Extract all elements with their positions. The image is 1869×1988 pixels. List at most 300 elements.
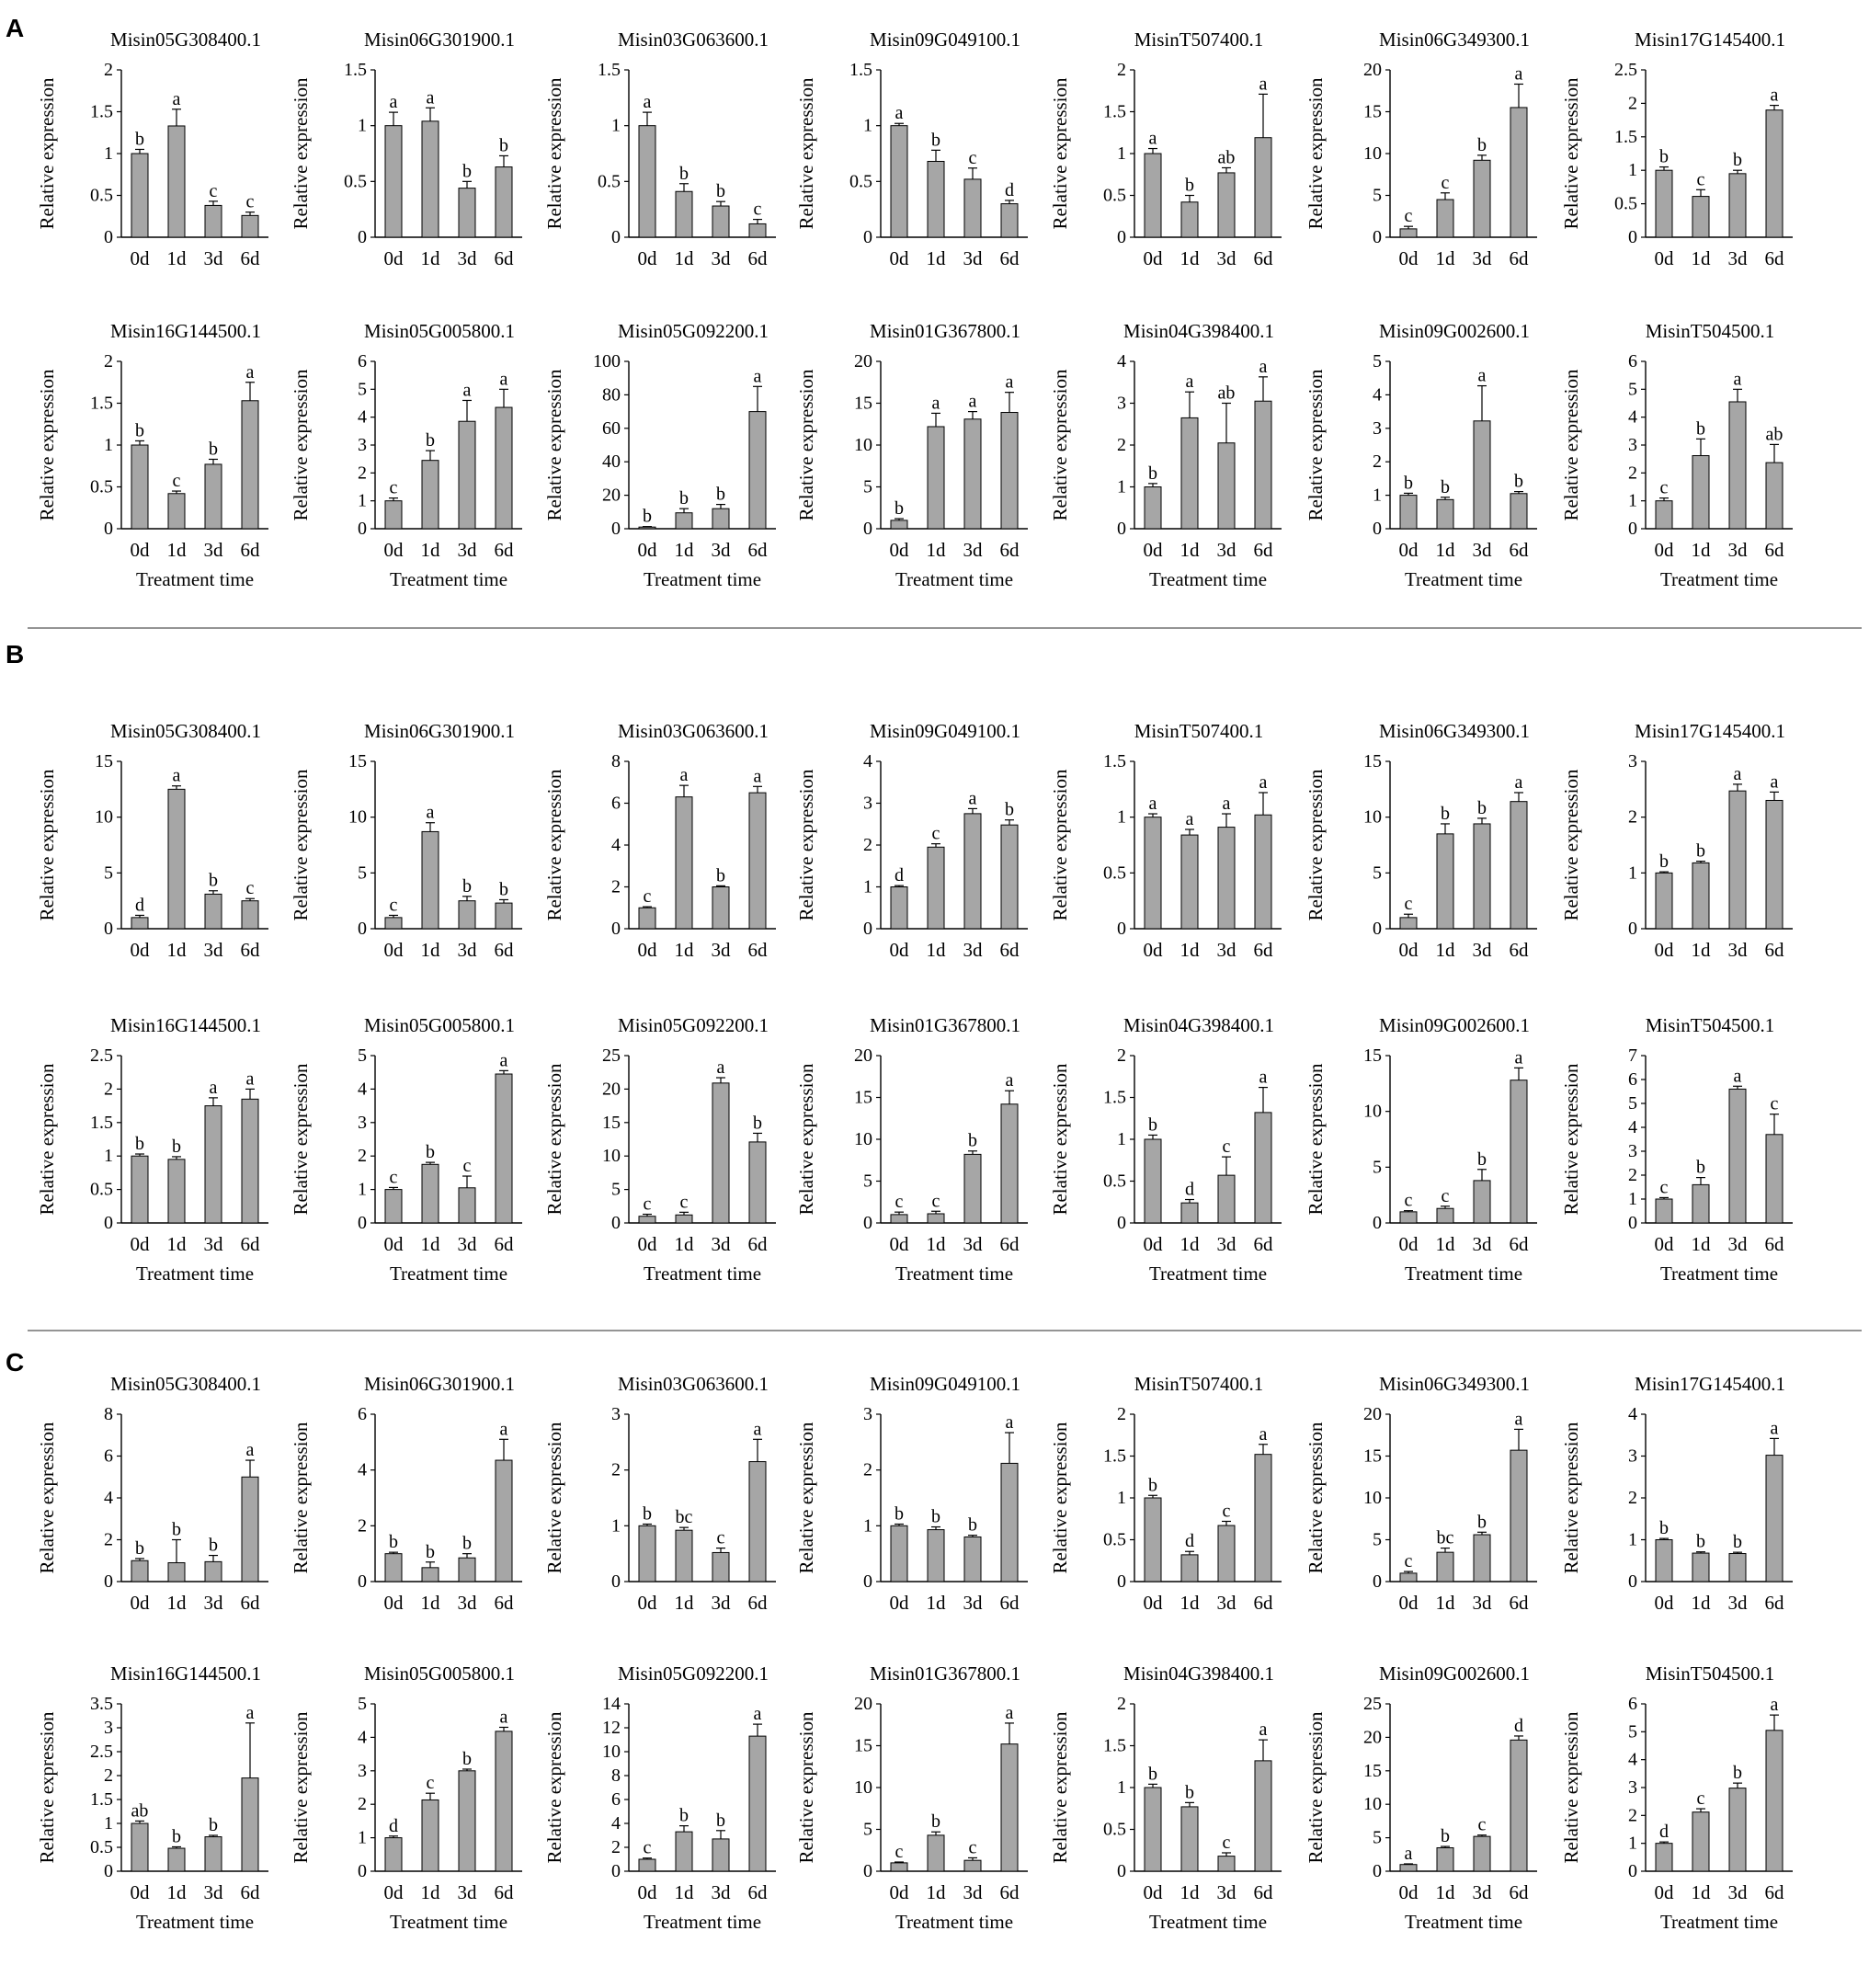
bar [168,1848,185,1871]
y-axis-label: Relative expression [1305,369,1327,521]
y-axis-label: Relative expression [543,769,565,921]
significance-letter: b [895,1503,904,1525]
x-tick-label: 6d [747,1592,768,1614]
bar [1766,1731,1783,1871]
y-tick-label: 15 [854,393,872,414]
significance-letter: a [679,765,689,786]
significance-letter: a [1259,771,1268,793]
x-tick-label: 6d [240,1233,260,1255]
y-axis-label: Relative expression [1049,369,1071,521]
x-tick-label: 0d [1654,939,1674,961]
y-tick-label: 1 [1628,160,1637,181]
significance-letter: a [1222,794,1231,815]
y-tick-label: 1.5 [90,393,113,414]
bar [459,901,475,929]
x-tick-label: 0d [1654,1881,1674,1903]
bar [1656,501,1672,529]
significance-letter: b [1148,1764,1157,1785]
y-tick-label: 1 [1117,143,1126,164]
bar [168,1563,185,1582]
chart-title: Misin17G145400.1 [1635,29,1785,51]
significance-letter: c [1222,1501,1231,1522]
bar [1181,1807,1198,1871]
x-tick-label: 0d [1398,1592,1419,1614]
significance-letter: a [1770,1695,1779,1716]
bar [385,1190,402,1223]
bar [131,445,148,529]
chart-title: Misin06G349300.1 [1379,1373,1530,1395]
y-tick-label: 1 [104,1146,113,1167]
x-axis-label: Treatment time [1148,568,1268,590]
y-tick-label: 1 [863,876,872,897]
y-tick-label: 40 [602,451,621,473]
x-tick-label: 6d [494,1233,514,1255]
x-tick-label: 3d [963,247,983,269]
x-tick-label: 1d [420,1592,440,1614]
x-tick-label: 3d [711,1233,731,1255]
bar [1766,800,1783,929]
y-tick-label: 100 [593,351,621,371]
y-tick-label: 14 [602,1694,621,1714]
bar [1437,200,1453,237]
significance-letter: d [389,1815,398,1836]
x-tick-label: 1d [674,1233,694,1255]
y-tick-label: 2 [358,1794,367,1815]
bar [1145,154,1161,237]
significance-letter: d [1659,1822,1669,1843]
bar [712,887,729,930]
y-tick-label: 20 [1363,60,1382,80]
x-tick-label: 1d [1691,539,1711,561]
significance-letter: a [1770,85,1779,106]
x-tick-label: 1d [674,939,694,961]
significance-letter: b [1696,418,1705,440]
y-tick-label: 2.5 [1614,60,1637,80]
y-tick-label: 0 [863,1571,872,1592]
x-tick-label: 6d [240,1881,260,1903]
bar-chart [290,1662,522,1933]
y-tick-label: 5 [863,476,872,497]
y-tick-label: 2 [863,835,872,855]
x-tick-label: 1d [1435,1592,1455,1614]
y-tick-label: 4 [104,1488,113,1508]
y-tick-label: 2 [1628,1488,1637,1508]
x-tick-label: 1d [926,1233,946,1255]
bar [1510,1080,1527,1223]
y-tick-label: 5 [104,863,113,884]
x-axis-label: Treatment time [1404,1911,1523,1933]
bar [639,1525,655,1582]
significance-letter: b [1441,1826,1450,1847]
bar [712,508,729,529]
significance-letter: a [1514,771,1523,793]
significance-letter: b [968,1514,977,1536]
significance-letter: a [245,1440,255,1461]
y-axis-label: Relative expression [1305,769,1327,921]
significance-letter: a [245,361,255,383]
x-tick-label: 3d [963,1881,983,1903]
significance-letter: a [499,1707,508,1728]
bar [639,908,655,929]
y-tick-label: 0 [104,1861,113,1881]
bar-chart [543,29,776,269]
y-tick-label: 5 [611,1179,621,1200]
significance-letter: a [753,1419,762,1440]
bar-chart [1305,720,1537,961]
y-tick-label: 2 [104,351,113,371]
x-tick-label: 3d [1727,939,1748,961]
significance-letter: b [1659,146,1669,167]
significance-letter: a [1259,1067,1268,1088]
bar [1474,421,1490,529]
significance-letter: c [895,1841,904,1862]
x-tick-label: 6d [747,939,768,961]
bar [964,1860,981,1871]
significance-letter: d [1005,179,1014,200]
x-tick-label: 0d [1398,539,1419,561]
chart-title: Misin17G145400.1 [1635,1373,1785,1395]
panel-letter: B [6,640,25,668]
bar [1474,160,1490,237]
x-tick-label: 6d [240,939,260,961]
y-tick-label: 1.5 [1103,101,1126,122]
bar [1255,1113,1271,1223]
y-tick-label: 1.5 [1103,751,1126,771]
y-tick-label: 1 [1628,1529,1637,1550]
bar [964,1537,981,1582]
bar [1474,824,1490,929]
significance-letter: b [1404,473,1413,494]
chart-title: Misin17G145400.1 [1635,720,1785,742]
y-tick-label: 2 [1628,1165,1637,1185]
x-tick-label: 0d [383,1881,404,1903]
x-tick-label: 6d [1253,1592,1273,1614]
significance-letter: b [1733,150,1742,171]
bar [639,126,655,237]
significance-letter: b [209,870,218,891]
y-tick-label: 4 [1628,406,1637,428]
bar [1656,1540,1672,1582]
bar [928,161,944,237]
bar [131,1156,148,1223]
significance-letter: a [462,380,472,401]
y-tick-label: 1 [611,115,621,136]
x-tick-label: 0d [889,1592,909,1614]
bar [422,121,439,237]
bar-chart [1560,320,1793,590]
bar [1656,1844,1672,1871]
y-tick-label: 5 [358,863,367,884]
significance-letter: a [245,1068,255,1090]
x-axis-label: Treatment time [135,1911,255,1933]
significance-letter: a [895,103,904,124]
bar [1001,825,1018,929]
bar [1692,1553,1709,1582]
significance-letter: b [1733,1532,1742,1553]
y-tick-label: 80 [602,384,621,406]
bar [749,1462,766,1582]
significance-letter: a [1148,128,1157,149]
y-tick-label: 2 [611,876,621,897]
significance-letter: b [1185,1782,1194,1803]
significance-letter: b [1733,1763,1742,1784]
x-tick-label: 0d [1143,539,1163,561]
significance-letter: c [389,477,398,498]
significance-letter: b [1148,463,1157,484]
bar [1400,918,1417,929]
chart-title: Misin09G002600.1 [1379,1014,1530,1036]
y-tick-label: 3 [611,1404,621,1424]
x-tick-label: 6d [240,1592,260,1614]
bar [1729,1554,1746,1582]
x-tick-label: 0d [637,1881,657,1903]
bar [1400,496,1417,529]
bar [385,1554,402,1582]
chart-title: Misin01G367800.1 [870,1014,1020,1036]
x-tick-label: 6d [999,1881,1020,1903]
bar [168,1160,185,1223]
y-tick-label: 60 [602,417,621,439]
y-tick-label: 1 [863,115,872,136]
y-tick-label: 2 [1373,451,1382,473]
y-tick-label: 2 [104,1765,113,1786]
y-tick-label: 1.5 [1103,1087,1126,1108]
x-tick-label: 3d [1472,1592,1492,1614]
x-tick-label: 1d [674,1881,694,1903]
y-axis-label: Relative expression [290,769,312,921]
y-tick-label: 0 [1117,519,1126,539]
bar [242,215,258,237]
bar [205,205,222,237]
bar-chart [795,720,1028,961]
y-tick-label: 2 [1117,1694,1126,1714]
x-tick-label: 1d [166,539,187,561]
bar [205,1106,222,1223]
x-tick-label: 6d [747,1233,768,1255]
y-tick-label: 20 [602,1079,621,1100]
bar [676,191,692,237]
x-tick-label: 1d [1691,939,1711,961]
x-tick-label: 6d [999,539,1020,561]
y-axis-label: Relative expression [1305,1422,1327,1574]
y-axis-label: Relative expression [290,77,312,230]
bar [1692,1184,1709,1223]
bar [1656,873,1672,929]
y-tick-label: 15 [1363,1445,1382,1467]
x-tick-label: 1d [420,1881,440,1903]
x-tick-label: 3d [1216,247,1237,269]
y-tick-label: 10 [1363,1101,1382,1122]
x-tick-label: 1d [1691,1233,1711,1255]
significance-letter: b [426,1541,435,1562]
x-tick-label: 6d [1253,539,1273,561]
x-tick-label: 1d [926,939,946,961]
y-tick-label: 5 [358,1045,367,1066]
y-tick-label: 0 [1117,1213,1126,1233]
x-tick-label: 6d [747,539,768,561]
bar [639,1217,655,1223]
bar-chart [290,720,522,961]
significance-letter: c [679,1192,689,1213]
significance-letter: b [135,1537,144,1559]
significance-letter: b [1514,471,1523,492]
y-tick-label: 0 [1628,1571,1637,1592]
y-tick-label: 2 [1628,463,1637,484]
y-tick-label: 10 [854,1777,872,1798]
bar [1001,1104,1018,1223]
chart-title: Misin09G049100.1 [870,720,1020,742]
chart-title: Misin06G301900.1 [364,29,515,51]
bar [749,793,766,929]
y-axis-label: Relative expression [36,1422,58,1574]
y-tick-label: 1.5 [90,101,113,122]
y-tick-label: 3 [863,1404,872,1424]
y-tick-label: 10 [1363,806,1382,828]
y-axis-label: Relative expression [1560,369,1582,521]
bar-chart [1560,720,1793,961]
bar-chart [795,1014,1028,1285]
bar [422,461,439,529]
y-tick-label: 1.5 [1614,126,1637,147]
y-axis-label: Relative expression [36,1711,58,1864]
chart-title: Misin04G398400.1 [1123,1014,1274,1036]
significance-letter: a [172,765,181,786]
bar [891,1215,907,1223]
x-tick-label: 0d [1398,1233,1419,1255]
bar [749,1142,766,1223]
significance-letter: c [1404,1190,1413,1211]
significance-letter: b [135,129,144,150]
y-tick-label: 15 [95,751,113,771]
y-axis-label: Relative expression [36,77,58,230]
x-tick-label: 1d [1435,939,1455,961]
x-tick-label: 3d [203,1592,223,1614]
y-tick-label: 0.5 [1103,1529,1126,1550]
bar [891,126,907,237]
significance-letter: ab [1217,147,1236,168]
bar [496,167,512,237]
significance-letter: b [462,1748,472,1769]
bar [242,1099,258,1223]
x-tick-label: 0d [637,539,657,561]
bar [1181,417,1198,529]
y-tick-label: 5 [1373,185,1382,206]
x-tick-label: 6d [999,247,1020,269]
x-tick-label: 6d [1509,1592,1529,1614]
x-axis-label: Treatment time [643,1911,762,1933]
bar [1218,1525,1235,1582]
bar [639,527,655,529]
x-tick-label: 1d [674,539,694,561]
bar [1474,1181,1490,1223]
bar [496,1731,512,1871]
significance-letter: c [1404,894,1413,915]
significance-letter: c [1441,1185,1450,1206]
x-axis-label: Treatment time [1148,1911,1268,1933]
y-tick-label: 2 [104,60,113,80]
chart-title: Misin05G308400.1 [110,1373,261,1395]
x-axis-label: Treatment time [389,568,508,590]
significance-letter: b [499,135,508,156]
significance-letter: a [1514,1047,1523,1068]
y-axis-label: Relative expression [795,369,817,521]
bar [242,1477,258,1582]
y-tick-label: 5 [1628,1721,1637,1742]
y-tick-label: 10 [348,806,367,828]
bar [1437,1208,1453,1223]
y-tick-label: 4 [1628,1749,1637,1770]
y-tick-label: 1 [104,435,113,455]
x-tick-label: 6d [1764,1233,1784,1255]
significance-letter: b [1477,797,1487,818]
y-tick-label: 0 [863,519,872,539]
bar [749,223,766,237]
panel-a [6,14,1793,590]
x-tick-label: 6d [494,1592,514,1614]
y-tick-label: 3 [1628,1777,1637,1798]
bar [131,154,148,237]
bar [385,918,402,929]
bar-chart [1049,720,1282,961]
panel-b [6,640,1793,1285]
y-tick-label: 15 [602,1112,621,1133]
significance-letter: b [1441,476,1450,497]
bar [496,903,512,929]
bar [1255,815,1271,929]
y-tick-label: 0.5 [90,476,113,497]
y-tick-label: 3 [863,793,872,814]
x-tick-label: 1d [166,1881,187,1903]
y-axis-label: Relative expression [290,1063,312,1216]
y-tick-label: 5 [1373,1529,1382,1550]
significance-letter: b [1696,840,1705,862]
significance-letter: a [968,391,977,412]
chart-title: MisinT507400.1 [1134,720,1264,742]
x-axis-label: Treatment time [1659,568,1779,590]
significance-letter: a [499,1050,508,1071]
y-tick-label: 2 [1628,93,1637,114]
y-axis-label: Relative expression [36,1063,58,1216]
chart-title: Misin05G092200.1 [618,320,769,342]
bar [676,797,692,929]
y-tick-label: 2 [1628,806,1637,828]
significance-letter: a [426,802,435,823]
chart-title: Misin06G349300.1 [1379,720,1530,742]
x-tick-label: 1d [1691,247,1711,269]
x-tick-label: 6d [1253,1881,1273,1903]
bar [1400,229,1417,237]
x-tick-label: 3d [203,1233,223,1255]
y-tick-label: 2 [1628,1805,1637,1826]
y-tick-label: 2 [104,1529,113,1550]
y-tick-label: 0 [104,1213,113,1233]
bar [459,1188,475,1223]
y-tick-label: 0 [611,919,621,939]
y-axis-label: Relative expression [795,1422,817,1574]
significance-letter: a [389,92,398,113]
y-tick-label: 0 [1117,227,1126,247]
significance-letter: b [716,865,725,886]
y-tick-label: 0 [1628,519,1637,539]
x-tick-label: 3d [1727,1592,1748,1614]
x-tick-label: 0d [1143,939,1163,961]
bar [1255,1761,1271,1871]
y-tick-label: 4 [358,1459,367,1480]
y-tick-label: 15 [854,1087,872,1108]
bar [496,1460,512,1582]
bar [891,1525,907,1582]
bar-chart [1049,320,1282,590]
